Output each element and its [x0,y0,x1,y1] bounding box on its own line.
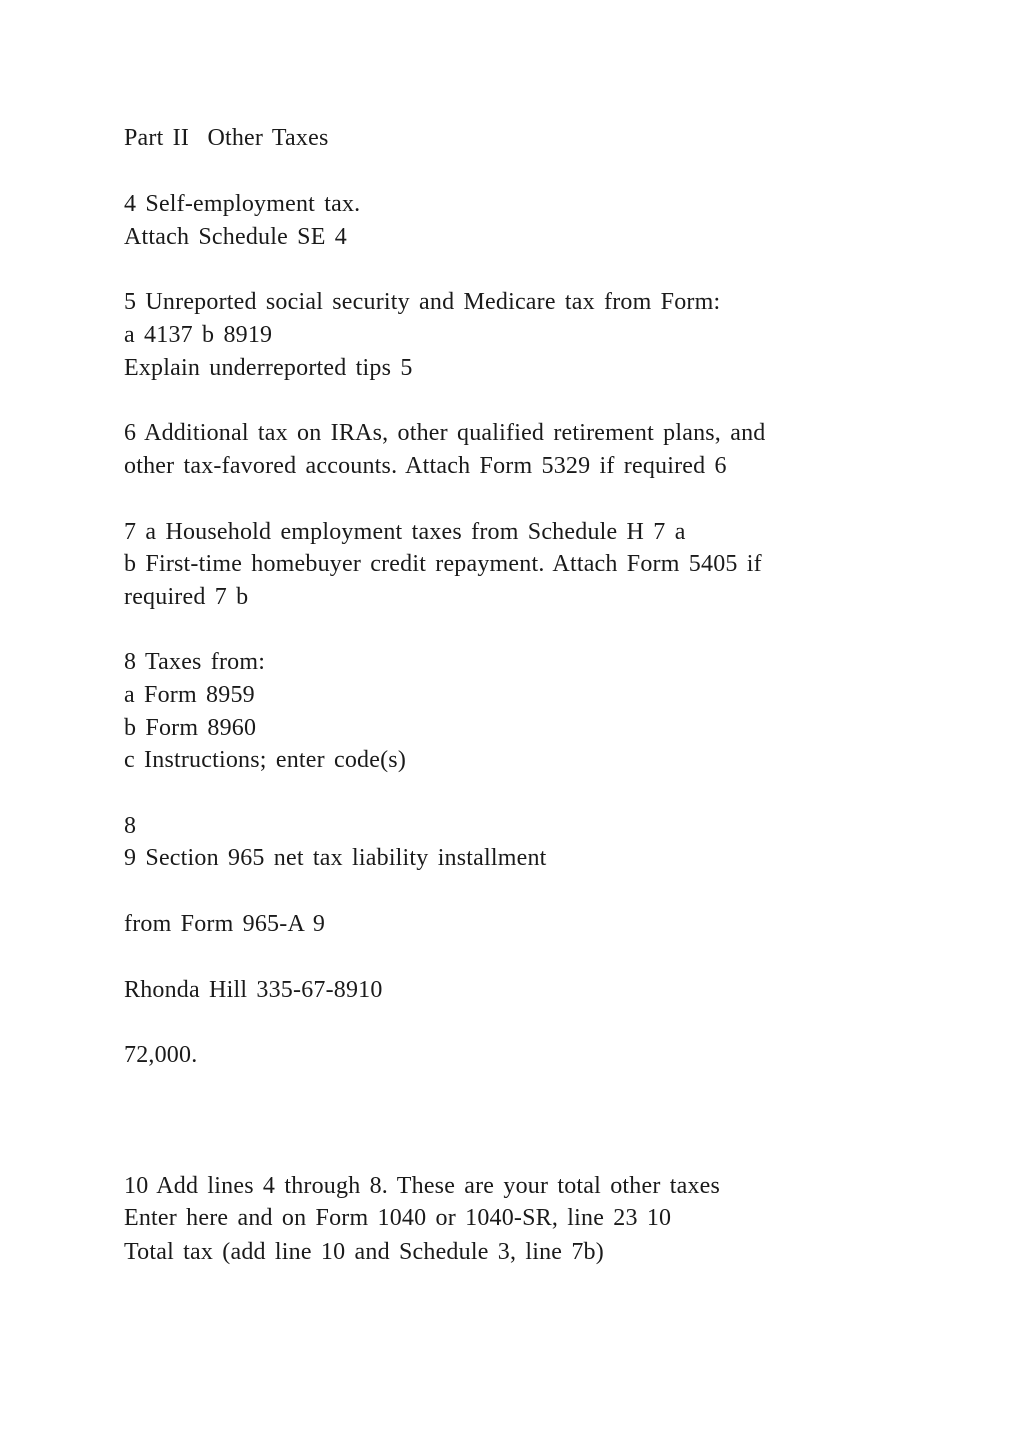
taxpayer-amount: 72,000. [124,1042,198,1068]
line-7b: b First-time homebuyer credit repayment. Attach Form 5405 if [124,551,762,577]
line-8-title: 8 Taxes from: [124,649,266,675]
taxpayer-name-ssn: Rhonda Hill 335-67-8910 [124,977,383,1003]
line-4-detail: Attach Schedule SE 4 [124,224,347,250]
line-9-title: 9 Section 965 net tax liability installment [124,845,547,871]
part-heading: Part II Other Taxes [124,125,329,151]
line-7a: 7 a Household employment taxes from Schedule H 7 a [124,519,686,545]
line-9-detail: from Form 965-A 9 [124,911,326,937]
line-8c: c Instructions; enter code(s) [124,747,407,773]
total-tax-line: Total tax (add line 10 and Schedule 3, line 7b) [124,1239,604,1265]
line-8-number: 8 [124,813,137,839]
line-8a: a Form 8959 [124,682,255,708]
line-7b-cont: required 7 b [124,584,249,610]
line-5-forms: a 4137 b 8919 [124,322,273,348]
line-6-detail: other tax-favored accounts. Attach Form 5329 if required 6 [124,453,727,479]
line-6-title: 6 Additional tax on IRAs, other qualified retirement plans, and [124,420,766,446]
line-5-title: 5 Unreported social security and Medicare tax from Form: [124,289,721,315]
line-10-detail: Enter here and on Form 1040 or 1040-SR, line 23 10 [124,1205,672,1231]
line-8b: b Form 8960 [124,715,257,741]
line-4-title: 4 Self-employment tax. [124,191,361,217]
line-5-detail: Explain underreported tips 5 [124,355,413,381]
line-10-title: 10 Add lines 4 through 8. These are your total other taxes [124,1173,721,1199]
